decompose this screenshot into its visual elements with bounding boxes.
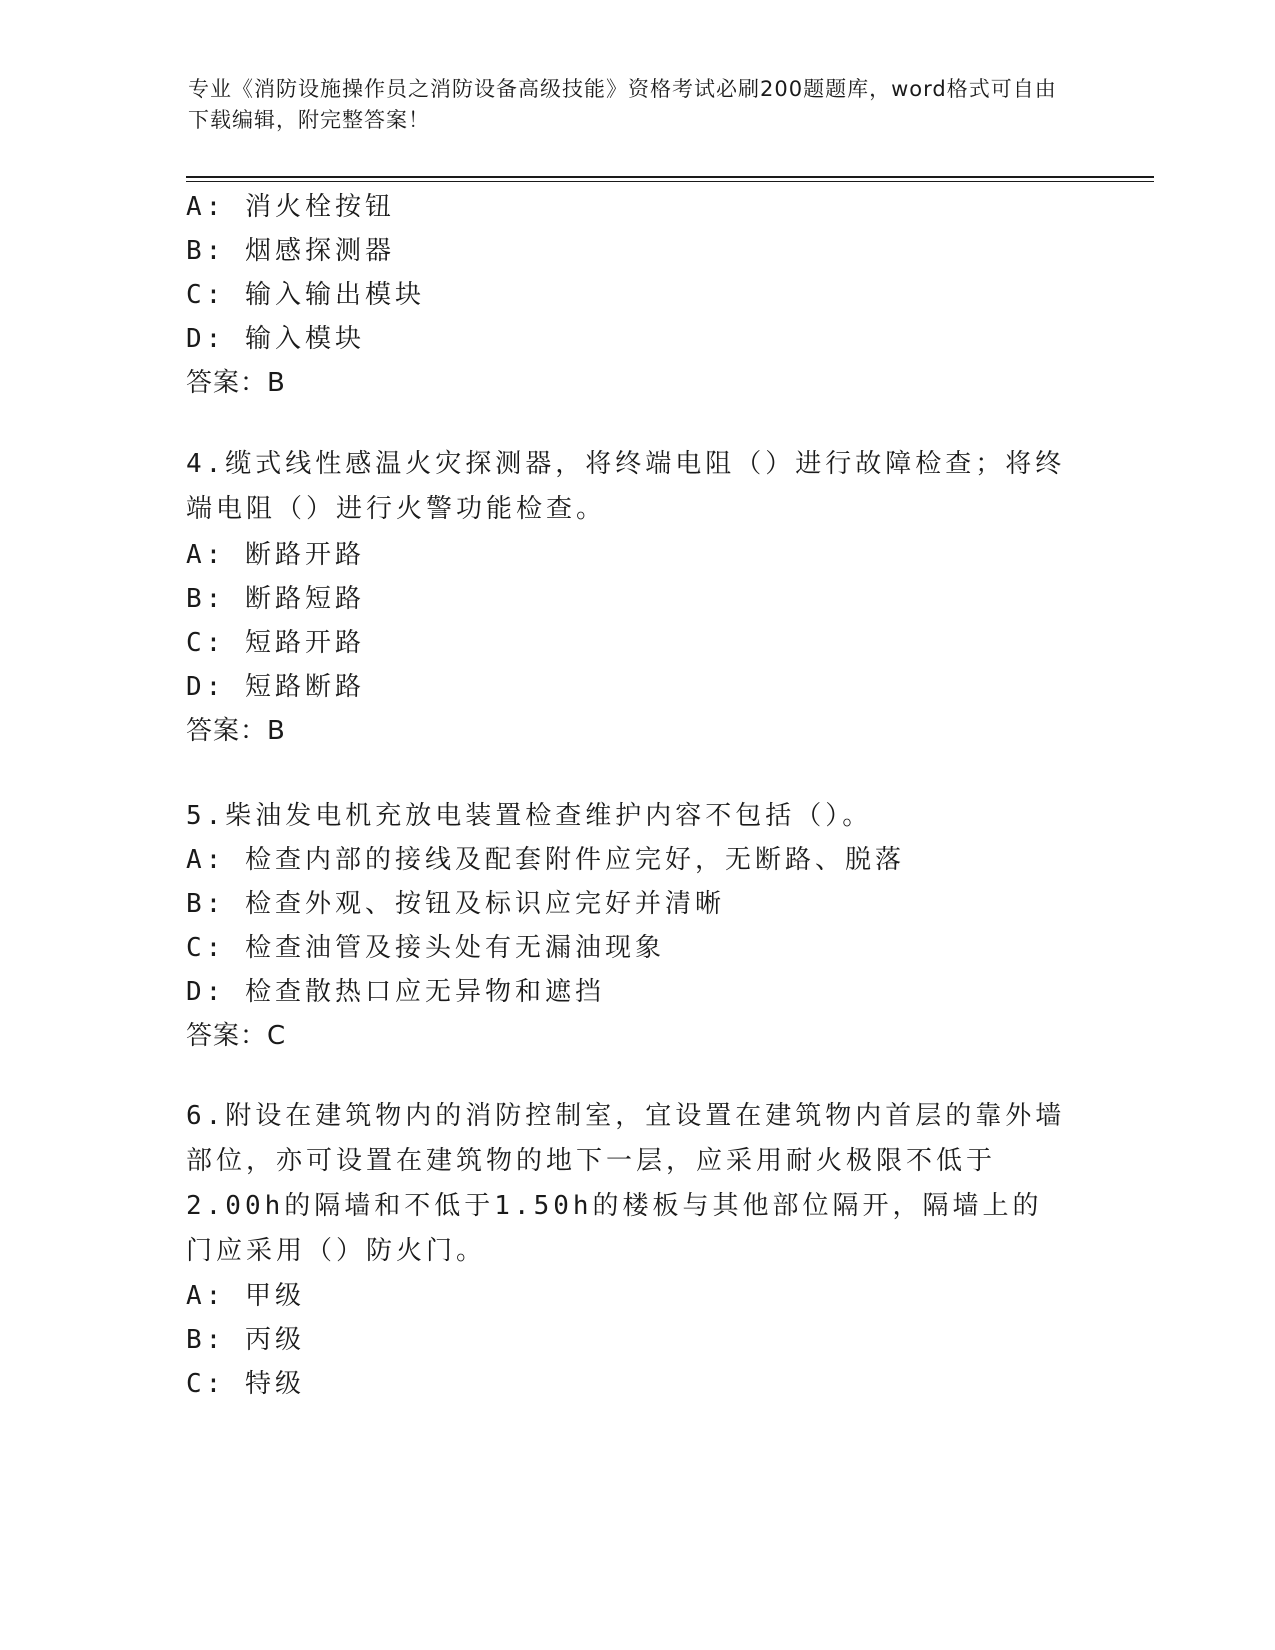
q6-stem: 6.附设在建筑物内的消防控制室，宜设置在建筑物内首层的靠外墙部位，亦可设置在建筑物的地下一层，应采用耐火极限不低于2.00h的隔墙和不低于1.50h的楼板与其他部位隔开，隔墙上的门应采用（）防火门。 [186,1101,1066,1266]
q4-option-c: C: 短路开路 [186,628,365,658]
q4-option-b: B: 断路短路 [186,584,365,614]
q5-option-b: B: 检查外观、按钮及标识应完好并清晰 [186,889,725,919]
q3-option-a: A: 消火栓按钮 [186,192,395,222]
q5-answer: 答案：C [186,1021,287,1051]
q4-stem: 4.缆式线性感温火灾探测器，将终端电阻（）进行故障检查；将终端电阻（）进行火警功能检查。 [186,449,1066,524]
header-divider-thick [186,176,1154,178]
q5-stem: 5.柴油发电机充放电装置检查维护内容不包括（）。 [186,801,873,831]
document-header: 专业《消防设施操作员之消防设备高级技能》资格考试必刷200题题库，word格式可自由下载编辑，附完整答案！ [188,77,1057,132]
q3-option-b: B: 烟感探测器 [186,236,395,266]
q5-option-d: D: 检查散热口应无异物和遮挡 [186,977,605,1007]
q4-option-d: D: 短路断路 [186,672,365,702]
q3-option-d: D: 输入模块 [186,324,365,354]
q4-option-a: A: 断路开路 [186,540,365,570]
q5-option-c: C: 检查油管及接头处有无漏油现象 [186,933,665,963]
q4-answer: 答案：B [186,716,286,746]
header-divider-thin [186,181,1154,182]
q3-answer: 答案：B [186,368,286,398]
q6-option-b: B: 丙级 [186,1325,305,1355]
q5-option-a: A: 检查内部的接线及配套附件应完好，无断路、脱落 [186,845,905,875]
q3-option-c: C: 输入输出模块 [186,280,425,310]
q6-option-a: A: 甲级 [186,1281,305,1311]
q6-option-c: C: 特级 [186,1369,305,1399]
